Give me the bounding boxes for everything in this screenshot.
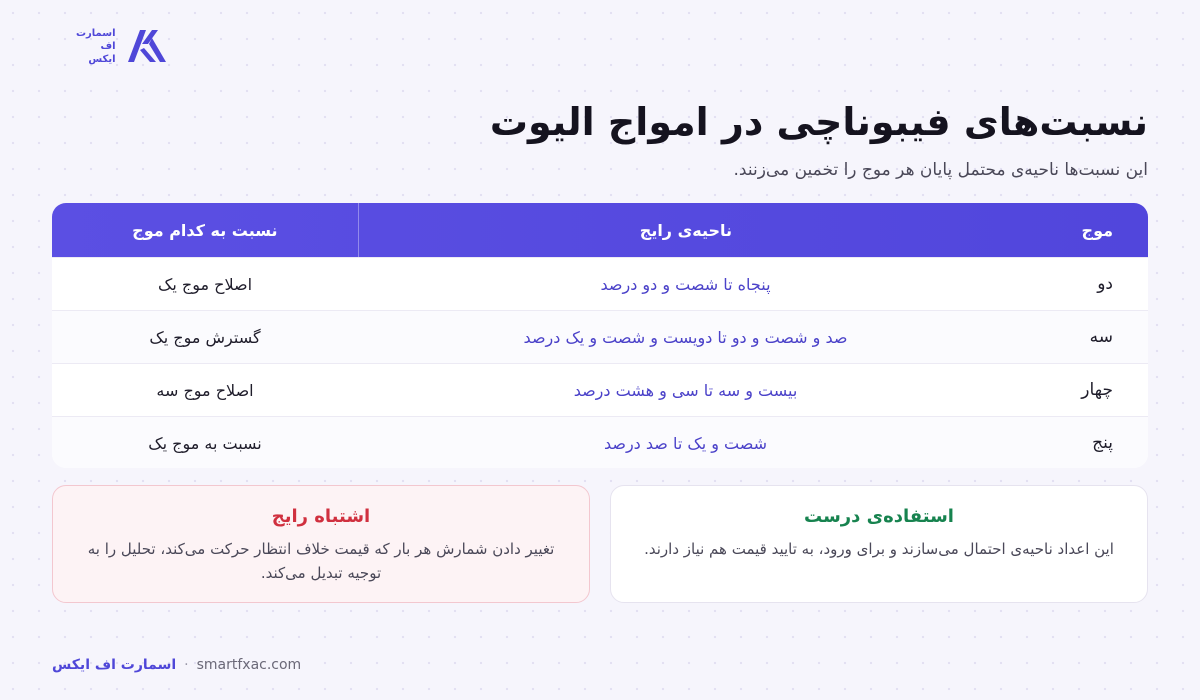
footer-website-link[interactable]: smartfxac.com — [196, 657, 302, 673]
cell-relation: اصلاح موج سه — [156, 380, 254, 400]
cell-wave: چهار — [1081, 380, 1113, 400]
footer — [52, 657, 301, 673]
logo-line: اسمارت — [76, 27, 116, 39]
cell-zone: صد و شصت و دو تا دویست و شصت و یک درصد — [523, 327, 848, 347]
logo-wordmark — [76, 27, 116, 66]
brand-logo — [76, 24, 170, 68]
footer-brand-name: اسمارت اف ایکس — [52, 657, 177, 673]
table-row — [52, 363, 1148, 416]
cell-relation: اصلاح موج یک — [158, 274, 253, 294]
header-wave: موج — [1081, 220, 1113, 240]
cell-wave: سه — [1089, 327, 1113, 347]
correct-usage-card — [610, 485, 1148, 603]
logo-mark-icon — [122, 24, 170, 68]
cell-zone: پنجاه تا شصت و دو درصد — [600, 274, 771, 294]
footer-separator: · — [184, 657, 189, 673]
table-header — [52, 203, 1148, 257]
cell-zone: شصت و یک تا صد درصد — [603, 433, 768, 453]
page-title: نسبت‌های فیبوناچی در امواج الیوت — [489, 100, 1148, 144]
table-row — [52, 257, 1148, 310]
page-subtitle: این نسبت‌ها ناحیه‌ی محتمل پایان هر موج را تخمین می‌زنند. — [733, 160, 1148, 180]
table-row — [52, 416, 1148, 468]
common-mistake-title: اشتباه رایج — [271, 506, 371, 527]
header-zone: ناحیه‌ی رایج — [639, 220, 733, 240]
correct-usage-body: این اعداد ناحیه‌ی احتمال می‌سازند و برای ورود، به تایید قیمت هم نیاز دارند. — [644, 540, 1114, 558]
cell-relation: گسترش موج یک — [149, 327, 261, 347]
logo-line: ایکس — [88, 53, 116, 65]
fibonacci-table — [52, 203, 1148, 468]
logo-line: اف — [100, 40, 116, 52]
cell-relation: نسبت به موج یک — [148, 433, 262, 453]
common-mistake-body: تغییر دادن شمارش هر بار که قیمت خلاف انتظار حرکت می‌کند، تحلیل را به توجیه تبدیل می‌کند. — [87, 540, 555, 582]
common-mistake-card — [52, 485, 590, 603]
correct-usage-title: استفاده‌ی درست — [804, 506, 954, 527]
table-row — [52, 310, 1148, 363]
header-relation: نسبت به کدام موج — [52, 203, 359, 257]
cell-zone: بیست و سه تا سی و هشت درصد — [573, 380, 798, 400]
cell-wave: پنج — [1092, 433, 1113, 453]
cell-wave: دو — [1097, 274, 1113, 294]
